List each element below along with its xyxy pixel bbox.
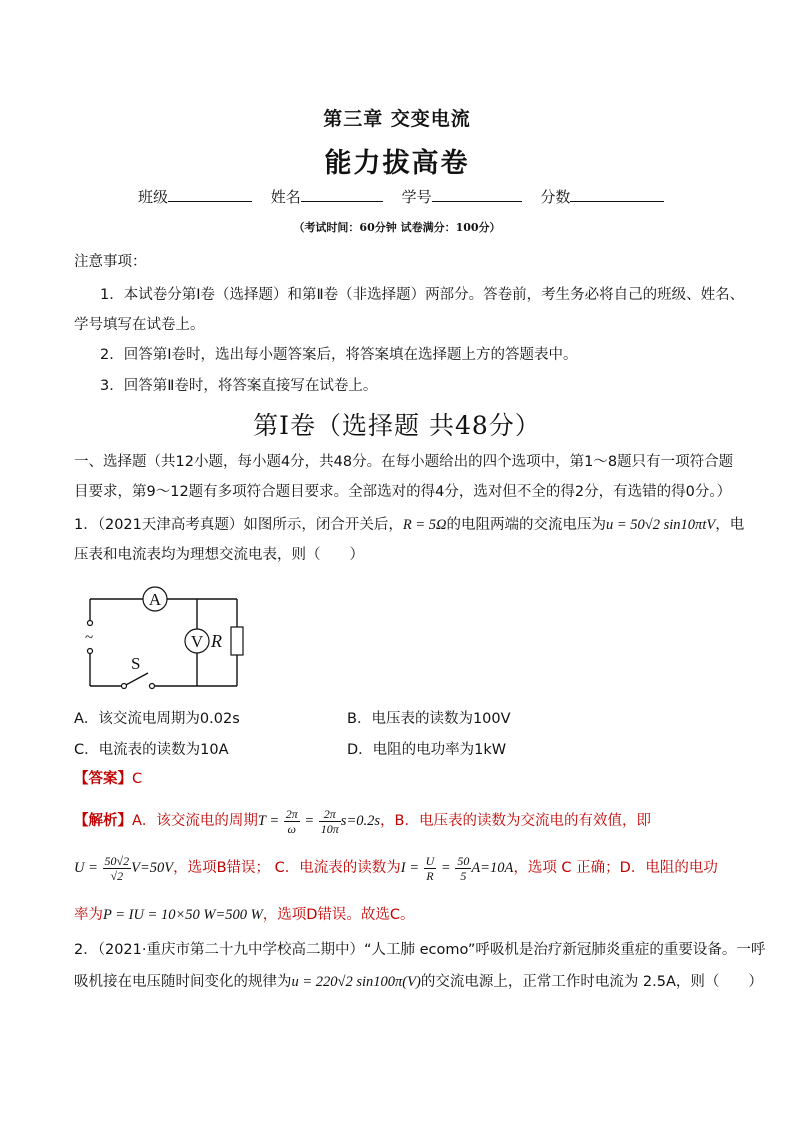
name-blank[interactable]	[301, 187, 383, 202]
current-frac-2-num: 50	[457, 853, 470, 868]
switch-label: S	[131, 654, 141, 673]
q2-stem-text-a: 吸机接在电压随时间变化的规律为	[74, 974, 292, 990]
voltage-frac-num: 50√2	[104, 853, 130, 868]
class-label: 班级	[138, 188, 169, 206]
current-lhs: I =	[400, 860, 420, 876]
chapter-title: 第三章 交变电流	[323, 108, 471, 130]
q1-option-a[interactable]: A．该交流电周期为0.02s	[74, 711, 240, 727]
page-title: 能力拔高卷	[324, 148, 470, 179]
q1-analysis-line-1	[74, 806, 651, 836]
period-frac-2	[319, 807, 341, 836]
note-3: 3．回答第Ⅱ卷时，将答案直接写在试卷上。	[100, 378, 378, 394]
class-blank[interactable]	[168, 187, 252, 202]
period-eq-sign: =	[304, 813, 315, 829]
q1-option-c[interactable]: C．电流表的读数为10A	[74, 742, 229, 758]
current-frac-1-num: U	[425, 853, 435, 868]
student-info-line	[138, 186, 664, 207]
resistor-symbol	[231, 627, 243, 655]
id-label: 学号	[401, 188, 432, 206]
score-blank[interactable]	[570, 187, 664, 202]
answer-value: C	[132, 771, 143, 787]
q1-answer	[74, 769, 142, 789]
current-frac-1	[424, 854, 437, 883]
q1-stem-text-b: 的电阻两端的交流电压为	[446, 517, 607, 533]
current-eq-sign: =	[440, 860, 451, 876]
q1-stem-text-c: ，电	[715, 517, 745, 533]
q2-voltage-eq: u = 220√2 sin100π(V)	[291, 974, 421, 990]
q2-stem-line-2	[74, 972, 763, 992]
period-frac-2-num: 2π	[319, 807, 341, 822]
ammeter-label: A	[148, 590, 162, 609]
voltage-result: V=50V	[131, 860, 174, 876]
instructions-line-2: 目要求，第9～12题有多项符合题目要求。全部选对的得4分，选对但不全的得2分，有选错的得0分。）	[74, 484, 732, 500]
current-frac-2-den: 5	[460, 868, 467, 883]
name-label: 姓名	[270, 188, 301, 206]
q1-resistance-eq: R = 5Ω	[402, 517, 447, 533]
voltage-frac	[103, 854, 132, 883]
current-frac-2	[455, 854, 471, 883]
analysis-tag: 【解析】	[74, 813, 132, 829]
period-frac-1-num: 2π	[285, 806, 298, 821]
period-frac-2-den: 10π	[320, 821, 339, 836]
q1-stem-line-2: 压表和电流表均为理想交流电表，则（ ）	[74, 547, 364, 563]
voltage-frac-den: √2	[110, 868, 124, 883]
note-1-line-2: 学号填写在试卷上。	[74, 317, 205, 333]
voltage-lhs: U =	[74, 860, 98, 876]
analysis-b-end: ，选项B错误； C．电流表的读数为	[173, 860, 401, 876]
period-frac-1-den: ω	[287, 821, 296, 836]
q2-stem-text-b: 的交流电源上，正常工作时电流为 2.5A，则（ ）	[420, 974, 763, 990]
resistor-label: R	[211, 631, 222, 651]
q1-option-b[interactable]: B．电压表的读数为100V	[347, 711, 511, 727]
period-result: s=0.2s	[340, 813, 380, 829]
current-result: A=10A	[471, 860, 514, 876]
exam-info: （考试时间：60分钟 试卷满分：100分）	[293, 221, 501, 234]
analysis-d-end: ，选项D错误。故选C。	[262, 907, 415, 923]
analysis-d-pre: 率为	[74, 907, 103, 923]
q1-stem-text-a: 1．（2021天津高考真题）如图所示，闭合开关后，	[74, 517, 403, 533]
period-lhs: T =	[257, 813, 280, 829]
power-eq: P = IU = 10×50 W=500 W	[103, 907, 263, 923]
source-terminal-bottom	[88, 649, 93, 654]
q2-stem-line-1: 2．（2021·重庆市第二十九中学校高二期中）“人工肺 ecomo”呼吸机是治疗新冠肺炎重症的重要设备。一呼	[74, 942, 766, 958]
analysis-c-text: ，选项 C 正确；D．电阻的电功	[513, 860, 718, 876]
instructions-line-1: 一、选择题（共12小题，每小题4分，共48分。在每小题给出的四个选项中，第1～8题只有一项符合题	[74, 454, 734, 470]
notes-heading: 注意事项：	[74, 254, 147, 270]
q1-analysis-line-3	[74, 905, 415, 925]
period-frac-1	[284, 807, 300, 836]
section-title: 第Ⅰ卷（选择题 共48分）	[253, 411, 541, 440]
current-frac-1-den: R	[426, 868, 434, 883]
source-terminal-top	[88, 621, 93, 626]
note-2: 2．回答第Ⅰ卷时，选出每小题答案后，将答案填在选择题上方的答题表中。	[100, 347, 578, 363]
q1-stem-line-1	[74, 515, 744, 535]
voltmeter-label: V	[190, 632, 204, 651]
q1-analysis-line-2	[74, 852, 718, 884]
switch-contact	[150, 684, 155, 689]
analysis-a-text: A．该交流电的周期	[132, 813, 258, 829]
answer-tag: 【答案】	[74, 771, 132, 787]
score-label: 分数	[540, 188, 571, 206]
q1-voltage-eq: u = 50√2 sin10πtV	[606, 517, 716, 533]
q1-option-d[interactable]: D．电阻的电功率为1kW	[347, 742, 507, 758]
analysis-b-text: ，B．电压表的读数为交流电的有效值，即	[380, 813, 651, 829]
switch-pivot	[122, 684, 127, 689]
q1-circuit-diagram	[80, 580, 250, 690]
ac-source-symbol: ~	[85, 630, 94, 646]
note-1-line-1: 1．本试卷分第Ⅰ卷（选择题）和第Ⅱ卷（非选择题）两部分。答卷前，考生务必将自己的班级、姓名、	[100, 287, 745, 303]
id-blank[interactable]	[432, 187, 522, 202]
